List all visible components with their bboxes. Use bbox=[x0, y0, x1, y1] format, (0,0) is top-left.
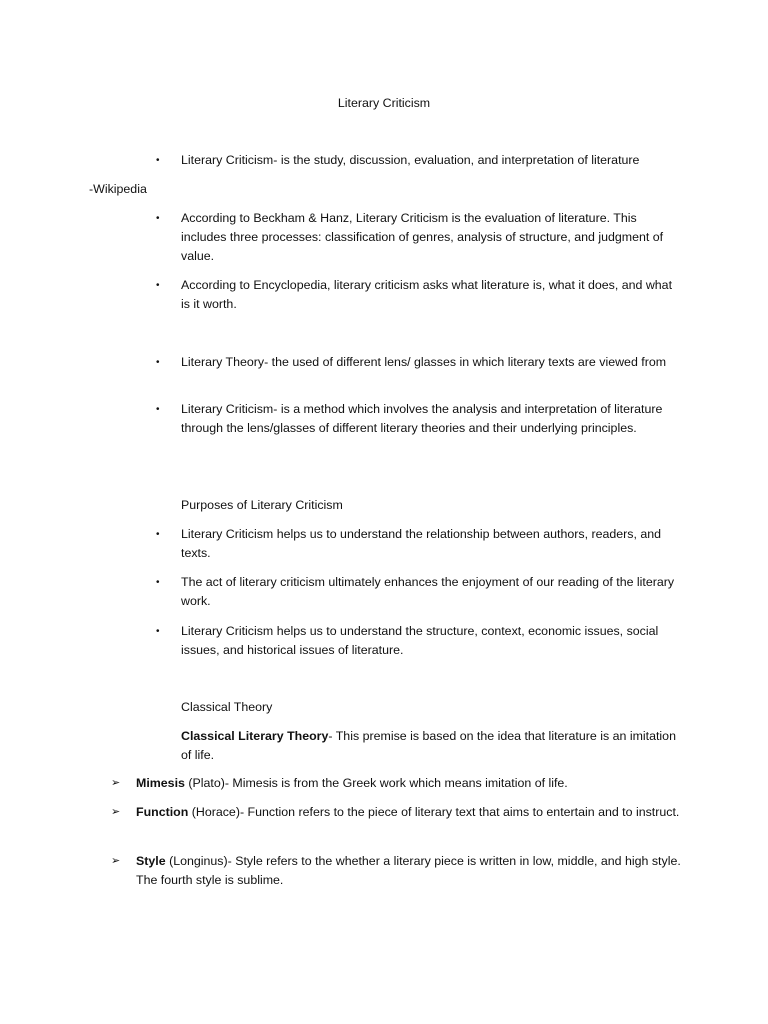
arrow-item-mimesis bbox=[111, 774, 681, 793]
bullet-text: According to Beckham & Hanz, Literary Criticism is the evaluation of literature. This includes three processes: classification of genres, analysis of structure, and judgment of value. bbox=[181, 211, 664, 263]
item-text: - Style refers to the whether a literary piece is written in low, middle, and high style. The fourth style is sublime. bbox=[136, 854, 681, 887]
item-term: Mimesis bbox=[136, 776, 185, 790]
arrow-item-style bbox=[111, 852, 681, 890]
arrow-bullet-icon: ➢ bbox=[111, 806, 121, 818]
bullet-encyclopedia bbox=[156, 276, 681, 314]
section-heading-purposes: Purposes of Literary Criticism bbox=[181, 498, 343, 512]
item-author: (Horace) bbox=[188, 805, 240, 819]
bullet-text: The act of literary criticism ultimately enhances the enjoyment of our reading of the literary work. bbox=[181, 575, 675, 608]
item-author: (Plato) bbox=[184, 776, 225, 790]
bullet-purpose-structure bbox=[156, 622, 681, 660]
classical-term-definition: - This premise is based on the idea that literature is an imitation of life. bbox=[181, 729, 676, 762]
bullet-dot: • bbox=[156, 280, 160, 291]
item-term: Style bbox=[136, 854, 166, 868]
bullet-dot: • bbox=[156, 577, 160, 588]
bullet-dot: • bbox=[156, 529, 160, 540]
bullet-dot: • bbox=[156, 626, 160, 637]
page-title: Literary Criticism bbox=[337, 96, 431, 110]
bullet-text: Literary Criticism- is the study, discussion, evaluation, and interpretation of literature bbox=[181, 153, 640, 167]
item-text: - Function refers to the piece of literary text that aims to entertain and to instruct. bbox=[239, 805, 680, 819]
bullet-text: Literary Criticism- is a method which involves the analysis and interpretation of literature through the lens/glasses of different literary theories and their underlying principles. bbox=[181, 402, 663, 435]
bullet-literary-criticism-method bbox=[156, 400, 681, 438]
bullet-text: According to Encyclopedia, literary criticism asks what literature is, what it does, and what is it worth. bbox=[181, 278, 673, 311]
bullet-dot: • bbox=[156, 155, 160, 166]
arrow-item-function bbox=[111, 803, 681, 822]
arrow-bullet-icon: ➢ bbox=[111, 777, 121, 789]
bullet-purpose-relationship bbox=[156, 525, 681, 563]
item-text: - Mimesis is from the Greek work which means imitation of life. bbox=[224, 776, 568, 790]
bullet-dot: • bbox=[156, 404, 160, 415]
classical-definition bbox=[181, 727, 681, 765]
arrow-bullet-icon: ➢ bbox=[111, 855, 121, 867]
bullet-dot: • bbox=[156, 213, 160, 224]
bullet-beckham-hanz bbox=[156, 209, 681, 266]
bullet-text: Literary Criticism helps us to understand the structure, context, economic issues, social issues, and historical issues of literature. bbox=[181, 624, 659, 657]
source-citation: -Wikipedia bbox=[89, 182, 147, 196]
bullet-text: Literary Theory- the used of different lens/ glasses in which literary texts are viewed from bbox=[181, 355, 667, 369]
classical-term: Classical Literary Theory bbox=[181, 729, 329, 743]
bullet-purpose-enjoyment bbox=[156, 573, 681, 611]
bullet-text: Literary Criticism helps us to understand the relationship between authors, readers, and texts. bbox=[181, 527, 662, 560]
item-author: (Longinus) bbox=[165, 854, 228, 868]
bullet-definition bbox=[156, 151, 681, 170]
section-heading-classical: Classical Theory bbox=[181, 700, 273, 714]
item-term: Function bbox=[136, 805, 189, 819]
bullet-dot: • bbox=[156, 357, 160, 368]
bullet-literary-theory bbox=[156, 353, 681, 372]
